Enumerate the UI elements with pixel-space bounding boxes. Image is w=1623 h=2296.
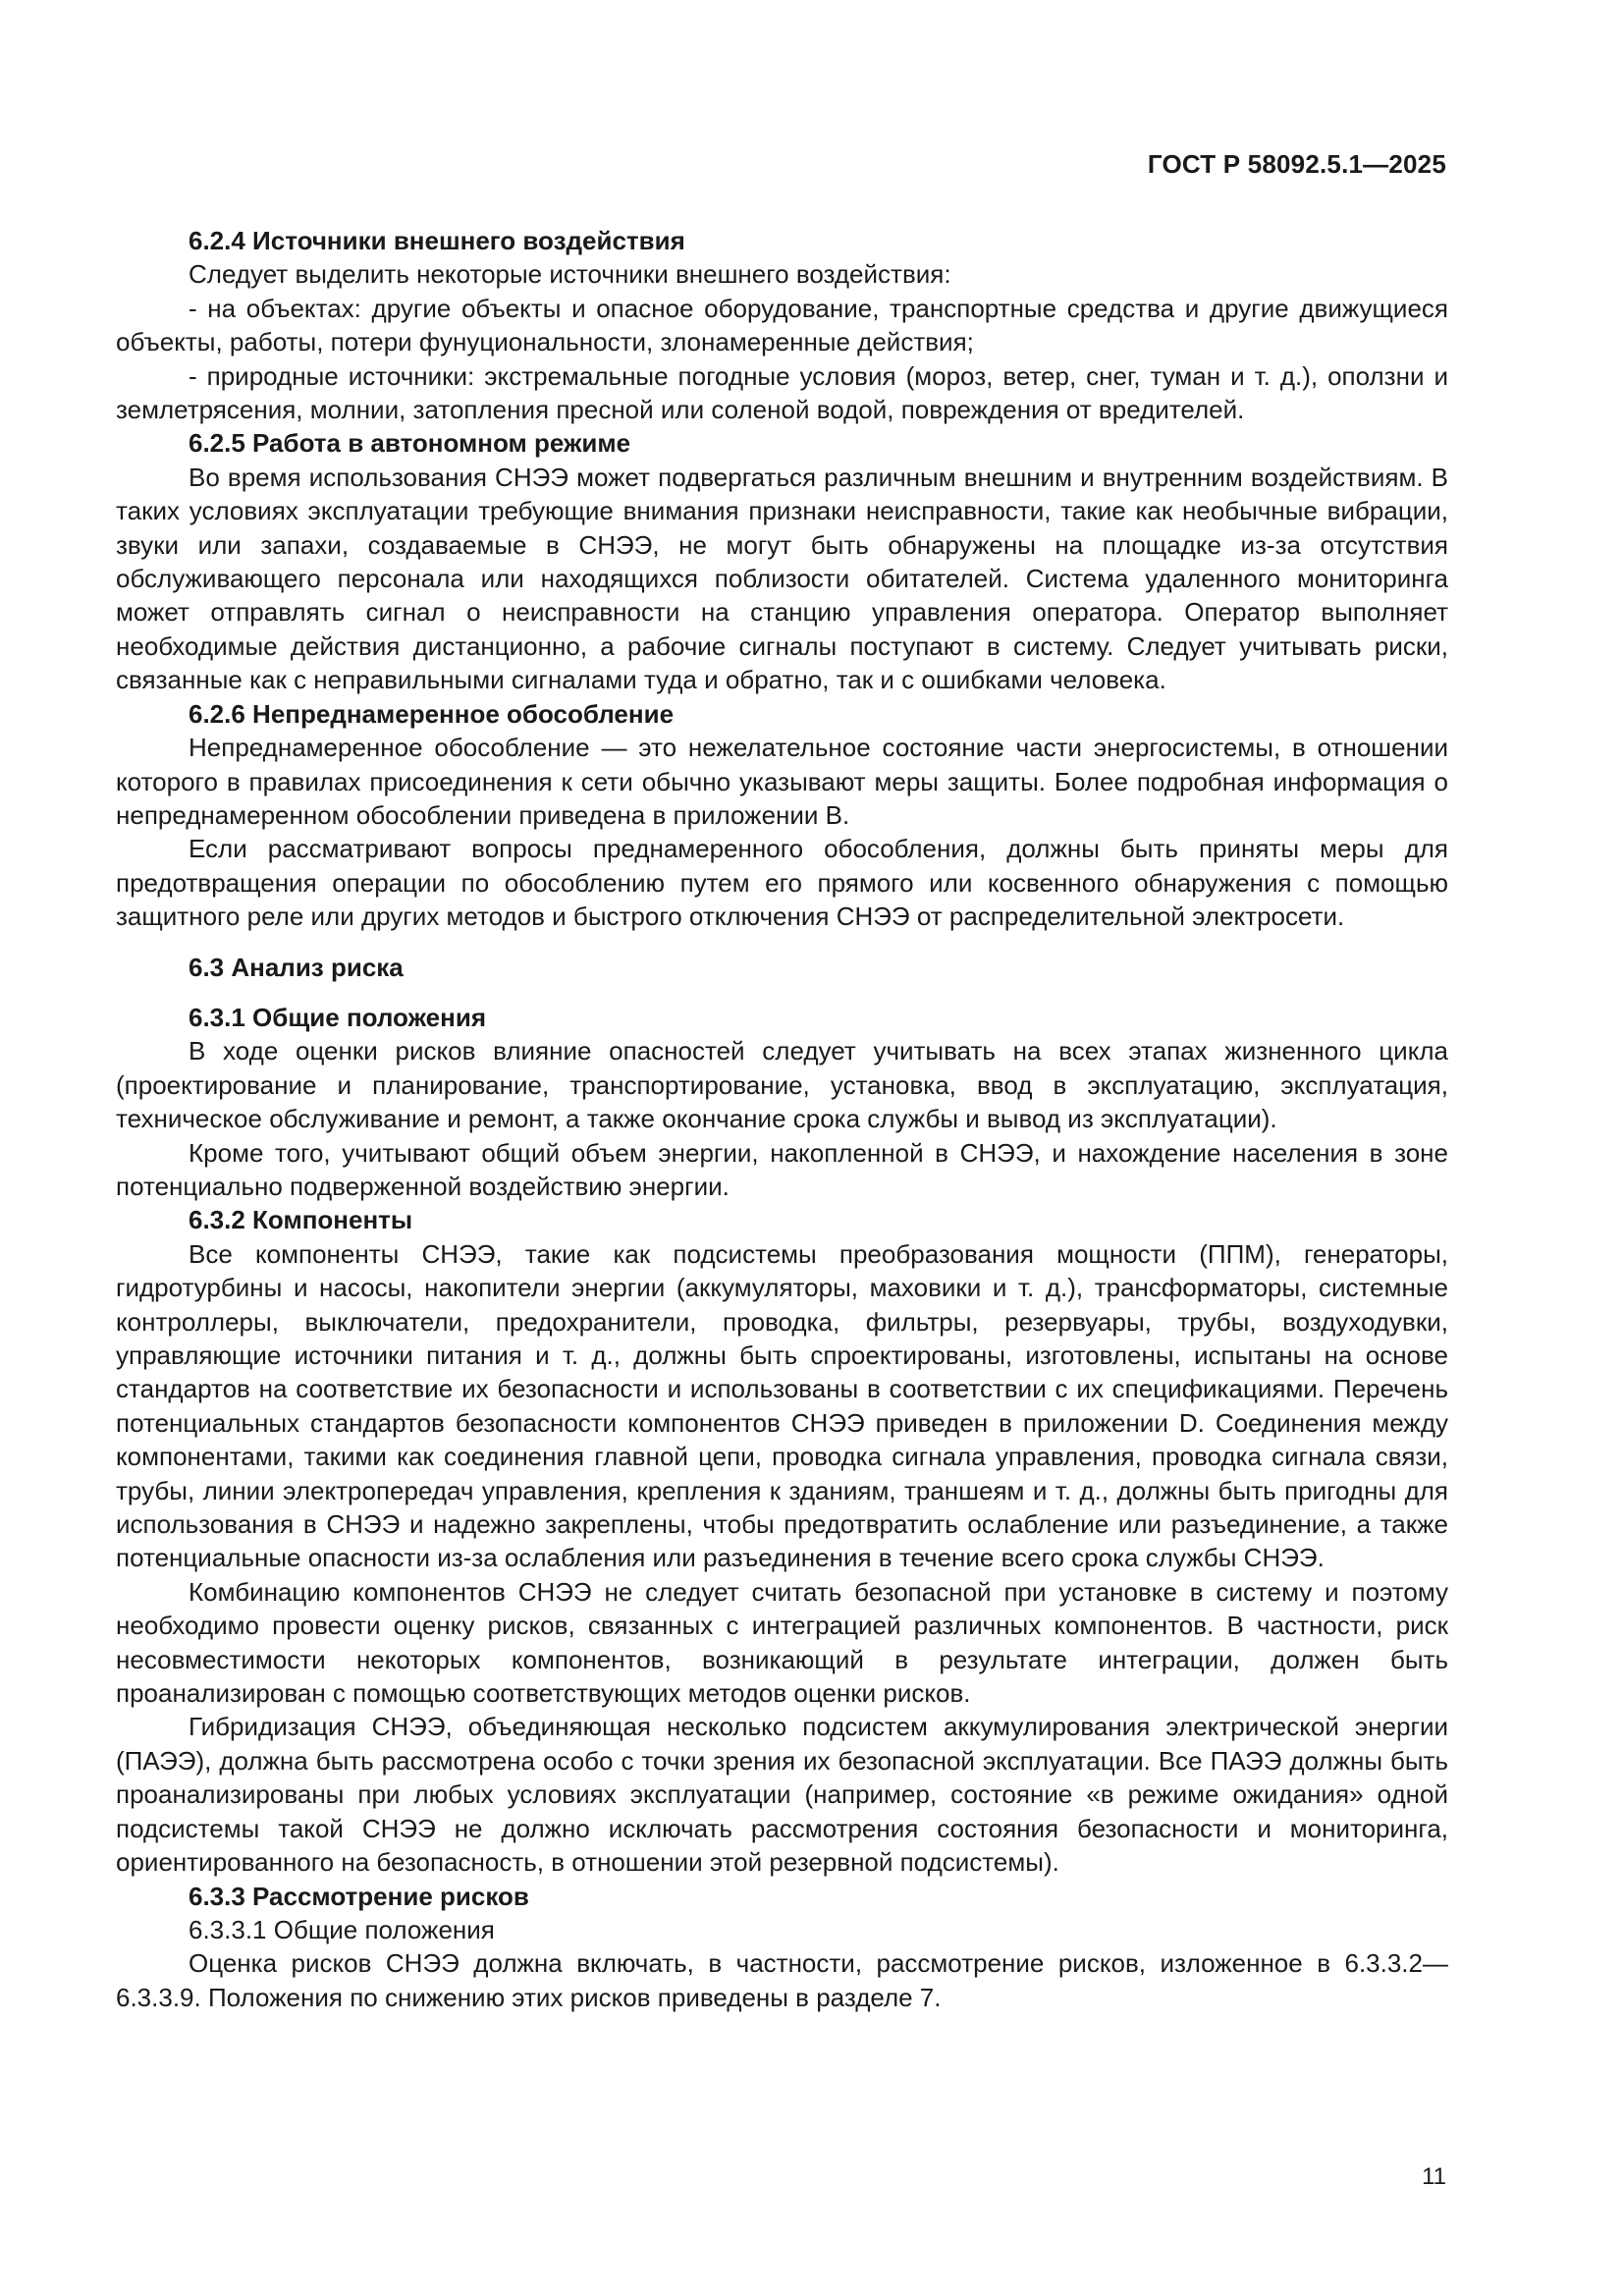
page-content bbox=[116, 224, 1448, 2014]
paragraph: Кроме того, учитывают общий объем энергии, накопленной в СНЭЭ, и нахождение населения в зоне потенциально подверженной воздействию энергии. bbox=[116, 1137, 1448, 1201]
paragraph: Во время использования СНЭЭ может подвергаться различным внешним и внутренним воздействиям. В таких условиях эксплуатации требующие внимания признаки неисправности, такие как необычные вибрации, звуки или запахи, создаваемые в СНЭЭ, не могут быть обнаружены на площадке из-за отсутствия обслуживающего персонала или находящихся поблизости обитателей. Система удаленного мониторинга может отправлять сигнал о неисправности на станцию управления оператора. Оператор выполняет необходимые действия дистанционно, а рабочие сигналы поступают в систему. Следует учитывать риски, связанные как с неправильными сигналами туда и обратно, так и с ошибками человека. bbox=[116, 462, 1448, 695]
paragraph: Комбинацию компонентов СНЭЭ не следует считать безопасной при установке в систему и поэтому необходимо провести оценку рисков, связанных с интеграцией различных компонентов. В частности, риск несовместимости некоторых компонентов, возникающий в результате интеграции, должен быть проанализирован с помощью соответствующих методов оценки рисков. bbox=[116, 1576, 1448, 1709]
document-number: ГОСТ Р 58092.5.1—2025 bbox=[1147, 149, 1446, 179]
section-heading-6-3: 6.3 Анализ риска bbox=[189, 952, 404, 982]
list-item: - на объектах: другие объекты и опасное оборудование, транспортные средства и другие движущиеся объекты, работы, потери фунуциональности, злонамеренные действия; bbox=[116, 293, 1448, 357]
paragraph: Все компоненты СНЭЭ, такие как подсистемы преобразования мощности (ППМ), генераторы, гидротурбины и насосы, накопители энергии (аккумуляторы, маховики и т. д.), трансформаторы, системные контроллеры, выключатели, предохранители, проводка, фильтры, резервуары, трубы, воздуходувки, управляющие источники питания и т. д., должны быть спроектированы, изготовлены, испытаны на основе стандартов на соответствие их безопасности и использованы в соответствии с их спецификациями. Перечень потенциальных стандартов безопасности компонентов СНЭЭ приведен в приложении D. Соединения между компонентами, такими как соединения главной цепи, проводка сигнала управления, проводка сигнала связи, трубы, линии электропередач управления, крепления к зданиям, траншеям и т. д., должны быть пригодны для использования в СНЭЭ и надежно закреплены, чтобы предотвратить ослабление или разъединение, а также потенциальные опасности из-за ослабления или разъединения в течение всего срока службы СНЭЭ. bbox=[116, 1238, 1448, 1573]
paragraph: Следует выделить некоторые источники внешнего воздействия: bbox=[189, 259, 951, 290]
section-heading-6-3-1: 6.3.1 Общие положения bbox=[189, 1002, 486, 1032]
paragraph: Оценка рисков СНЭЭ должна включать, в частности, рассмотрение рисков, изложенное в 6.3.3.2—6.3.3.9. Положения по снижению этих рисков приведены в разделе 7. bbox=[116, 1948, 1448, 2012]
section-heading-6-2-5: 6.2.5 Работа в автономном режиме bbox=[189, 428, 631, 459]
paragraph: В ходе оценки рисков влияние опасностей следует учитывать на всех этапах жизненного цикла (проектирование и планирование, транспортирование, установка, ввод в эксплуатацию, эксплуатация, техническое обслуживание и ремонт, а также окончание срока службы и вывод из эксплуатации). bbox=[116, 1036, 1448, 1134]
paragraph: Гибридизация СНЭЭ, объединяющая несколько подсистем аккумулирования электрической энергии (ПАЭЭ), должна быть рассмотрена особо с точки зрения их безопасной эксплуатации. Все ПАЭЭ должны быть проанализированы при любых условиях эксплуатации (например, состояние «в режиме ожидания» одной подсистемы такой СНЭЭ не должно исключать рассмотрения состояния безопасности и мониторинга, ориентированного на безопасность, в отношении этой резервной подсистемы). bbox=[116, 1712, 1448, 1878]
paragraph: Если рассматривают вопросы преднамеренного обособления, должны быть приняты меры для предотвращения операции по обособлению путем его прямого или косвенного обнаружения с помощью защитного реле или других методов и быстрого отключения СНЭЭ от распределительной электросети. bbox=[116, 834, 1448, 932]
section-heading-6-2-4: 6.2.4 Источники внешнего воздействия bbox=[189, 226, 685, 255]
subsection-heading-6-3-3-1: 6.3.3.1 Общие положения bbox=[189, 1914, 495, 1944]
section-heading-6-3-2: 6.3.2 Компоненты bbox=[189, 1205, 413, 1235]
section-heading-6-2-6: 6.2.6 Непреднамеренное обособление bbox=[189, 698, 675, 729]
list-item: - природные источники: экстремальные погодные условия (мороз, ветер, снег, туман и т. д.), оползни и землетрясения, молнии, затопления пресной или соленой водой, повреждения от вредителей. bbox=[116, 360, 1448, 425]
paragraph: Непреднамеренное обособление — это нежелательное состояние части энергосистемы, в отношении которого в правилах присоединения к сети обычно указывают меры защиты. Более подробная информация о непреднамеренном обособлении приведена в приложении В. bbox=[116, 733, 1448, 830]
page-number: 11 bbox=[1422, 2163, 1446, 2190]
section-heading-6-3-3: 6.3.3 Рассмотрение рисков bbox=[189, 1881, 529, 1911]
